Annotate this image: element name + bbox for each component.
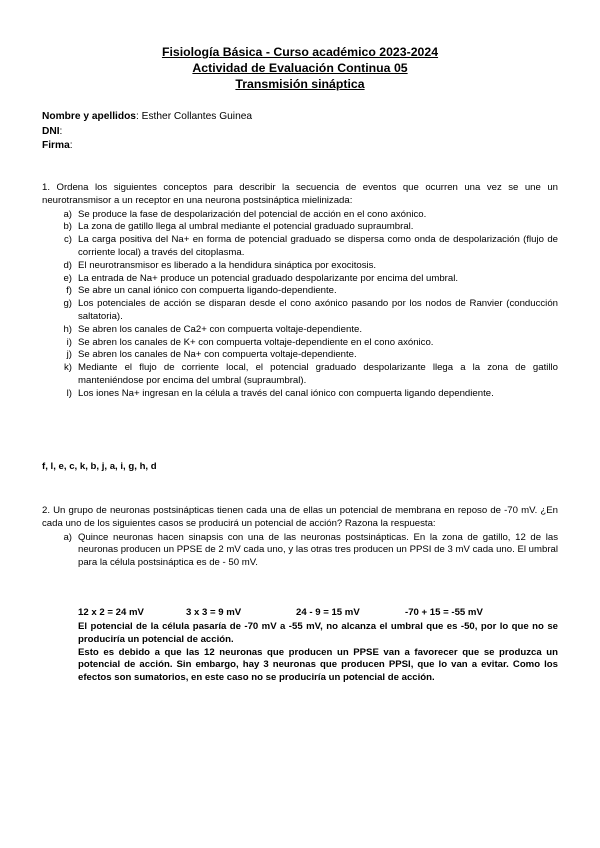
question-1-answer: f, l, e, c, k, b, j, a, i, g, h, d	[42, 461, 157, 472]
item-letter: j)	[66, 349, 72, 361]
firma-label: Firma	[42, 140, 70, 151]
item-letter: f)	[66, 285, 72, 297]
list-item	[42, 362, 558, 388]
name-value: : Esther Collantes Guinea	[135, 111, 253, 122]
part-letter: a)	[63, 531, 72, 543]
calc-step: 3 x 3 = 9 mV	[186, 607, 242, 618]
item-text: Se abren los canales de K+ con compuerta voltaje-dependiente en el cono axónico.	[78, 336, 434, 348]
item-letter: h)	[63, 323, 72, 335]
item-letter: a)	[63, 208, 72, 220]
item-letter: d)	[63, 259, 72, 271]
calc-step: -70 + 15 = -55 mV	[405, 607, 483, 618]
item-letter: b)	[63, 221, 72, 233]
list-item	[42, 209, 558, 222]
list-item	[42, 298, 558, 324]
list-item	[42, 324, 558, 337]
item-text: El neurotransmisor es liberado a la hendidura sináptica por exocitosis.	[78, 259, 377, 271]
student-fields	[42, 110, 252, 154]
question-1-intro: 1. Ordena los siguientes conceptos para describir la secuencia de eventos que ocurren una vez se une un neurotransmisor a un receptor en una neurona postsináptica mielinizada:	[42, 182, 558, 206]
dni-label: DNI	[42, 125, 60, 137]
item-text: Los potenciales de acción se disparan desde el cono axónico pasando por los nodos de Ranvier (conducción saltatoria).	[78, 298, 558, 322]
list-item	[42, 234, 558, 260]
item-letter: l)	[66, 387, 72, 399]
list-item	[42, 349, 558, 362]
question-1-list	[42, 209, 558, 401]
list-item	[42, 221, 558, 234]
item-letter: c)	[64, 234, 72, 246]
item-letter: e)	[63, 272, 72, 284]
dni-value: :	[59, 125, 63, 137]
question-2-part-a	[42, 532, 558, 570]
part-text: Quince neuronas hacen sinapsis con una de las neuronas postsinápticas. En la zona de gatillo, 12 de las neuronas producen un PPSE de 2 mV cada uno, y las otras tres producen un PPSI de 3 mV cada uno. El umbral para la célula postsináptica es de - 50 mV.	[78, 531, 558, 569]
answer-paragraph: El potencial de la célula pasaría de -70 mV a -55 mV, no alcanza el umbral que es -50, por lo que no se produciría un potencial de acción.	[78, 621, 558, 645]
list-item	[42, 260, 558, 273]
item-letter: k)	[64, 362, 72, 374]
question-2-answer	[78, 607, 558, 685]
calc-step: 12 x 2 = 24 mV	[78, 607, 144, 618]
question-2-intro: 2. Un grupo de neuronas postsinápticas tienen cada una de ellas un potencial de membrana en reposo de -70 mV. ¿En cada uno de los siguientes casos se producirá un potencial de acción? Razona la respuesta:	[42, 505, 558, 529]
document-header	[0, 44, 600, 92]
item-text: Los iones Na+ ingresan en la célula a través del canal iónico con compuerta ligando dependiente.	[78, 387, 494, 399]
name-label: Nombre y apellidos	[42, 111, 136, 122]
firma-field	[42, 139, 252, 154]
item-letter: i)	[66, 336, 72, 348]
answer-paragraph: Esto es debido a que las 12 neuronas que producen un PPSE van a favorecer que se produzca un potencial de acción. Sin embargo, hay 3 neuronas que producen PPSI, que lo van a evitar. Como los efectos son sumatorios, en este caso no se produciría un potencial de acción.	[78, 646, 558, 684]
item-letter: g)	[63, 298, 72, 310]
name-field	[42, 110, 252, 125]
list-item	[42, 273, 558, 286]
item-text: Mediante el flujo de corriente local, el potencial graduado despolarizante llega a la zona de gatillo manteniéndose por encima del umbral (supraumbral).	[78, 362, 558, 386]
item-text: Se abren los canales de Na+ con compuerta voltaje-dependiente.	[78, 349, 357, 361]
firma-value: :	[69, 140, 73, 151]
item-text: Se abren los canales de Ca2+ con compuerta voltaje-dependiente.	[78, 323, 363, 335]
topic-title: Transmisión sináptica	[235, 77, 365, 91]
item-text: Se produce la fase de despolarización del potencial de acción en el cono axónico.	[78, 208, 427, 220]
activity-title: Actividad de Evaluación Continua 05	[192, 61, 408, 75]
list-item	[42, 388, 558, 401]
calculation-row	[78, 607, 558, 621]
item-text: La entrada de Na+ produce un potencial graduado despolarizante por encima del umbral.	[78, 272, 459, 284]
dni-field	[42, 125, 252, 140]
list-item	[42, 285, 558, 298]
question-2	[42, 505, 558, 570]
list-item	[42, 337, 558, 350]
item-text: La zona de gatillo llega al umbral mediante el potencial graduado supraumbral.	[78, 221, 414, 233]
item-text: Se abre un canal iónico con compuerta ligando-dependiente.	[78, 285, 337, 297]
course-title: Fisiología Básica - Curso académico 2023-2024	[161, 45, 439, 59]
calc-step: 24 - 9 = 15 mV	[296, 607, 360, 618]
question-1	[42, 182, 558, 401]
item-text: La carga positiva del Na+ en forma de potencial graduado se dispersa como onda de despolarización (flujo de corriente local) a través del citoplasma.	[78, 234, 558, 258]
